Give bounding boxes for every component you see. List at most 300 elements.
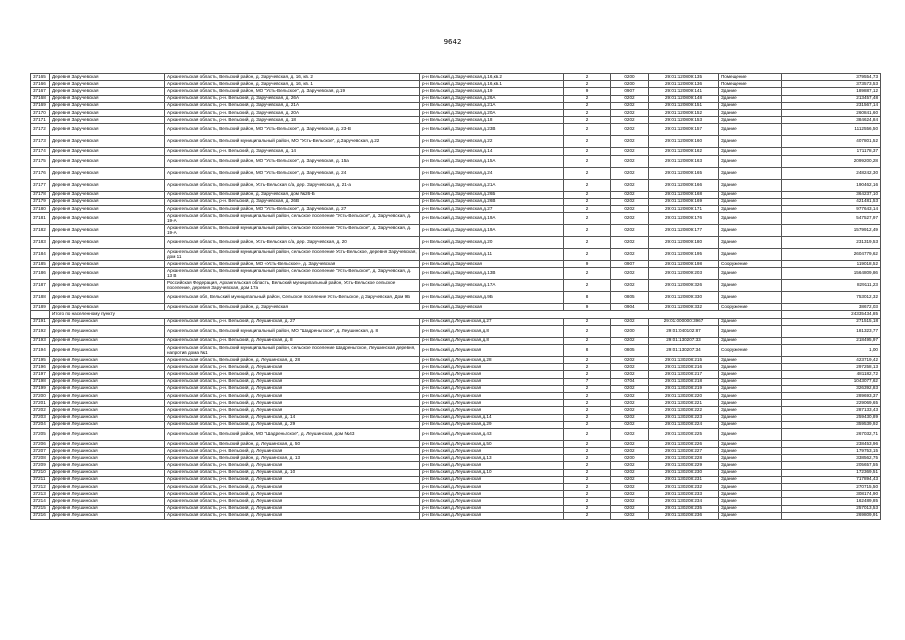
address-cell: Архангельская область, р-н. Вельский, д. Леушинская, д. 29 [165, 421, 420, 428]
code-cell: 0202 [611, 198, 649, 205]
object-type-cell: Здание [719, 237, 782, 249]
code-cell: 0202 [611, 95, 649, 102]
row-id-cell: 37188 [31, 292, 50, 304]
address-cell: Архангельская область, Вельский район, Усть-Вельская с/а, дер. Заручевская, д. 20 [165, 237, 420, 249]
table-row [31, 261, 881, 268]
category-cell: 9 [564, 304, 611, 311]
table-row [31, 117, 881, 124]
cadastral-number-cell: 29:01:120809:168 [649, 191, 719, 198]
cadastral-number-cell: 29:01:130208:218 [649, 378, 719, 385]
cadastral-value-cell: 238453,96 [782, 440, 881, 447]
address-cell: Архангельская область, р-н. Вельский, д. Леушинская [165, 400, 420, 407]
table-row [31, 337, 881, 344]
table-row [31, 345, 881, 357]
row-id-cell: 37177 [31, 179, 50, 191]
row-id-cell: 37171 [31, 117, 50, 124]
cadastral-value-cell: 338562,75 [782, 455, 881, 462]
table-row [31, 167, 881, 179]
short-address-cell: р-н Вельский,д.Леушинская [420, 491, 564, 498]
settlement-cell: Деревня Заручевская [50, 191, 165, 198]
settlement-cell: Деревня Леушинская [50, 318, 165, 325]
short-address-cell: р-н Вельский,д.Заручевская,д.26Б [420, 191, 564, 198]
cadastral-number-cell: 29:01:120809:162 [649, 148, 719, 155]
code-cell: 0202 [611, 400, 649, 407]
cadastral-number-cell: 29:01:130208:236 [649, 512, 719, 519]
category-cell: 8 [564, 292, 611, 304]
address-cell: Архангельская область, р-н. Вельский, д. Леушинская, д. 27 [165, 318, 420, 325]
short-address-cell: р-н Вельский,д.Заручевская,д.11 [420, 249, 564, 261]
object-type-cell: Здание [719, 414, 782, 421]
code-cell: 0202 [611, 191, 649, 198]
short-address-cell: р-н Вельский,д.Леушинская,д.43 [420, 428, 564, 440]
cadastral-value-cell: 547527,97 [782, 213, 881, 225]
row-id-cell: 37193 [31, 337, 50, 344]
cadastral-value-cell: 326392,83 [782, 385, 881, 392]
subtotal-value: 24335434,85 [782, 311, 881, 318]
object-type-cell: Здание [719, 88, 782, 95]
settlement-cell: Деревня Леушинская [50, 428, 165, 440]
row-id-cell: 37194 [31, 345, 50, 357]
table-row [31, 476, 881, 483]
cadastral-number-cell: 29:01:000000:3967 [649, 318, 719, 325]
object-type-cell: Здание [719, 337, 782, 344]
cadastral-number-cell: 29:01:130208:233 [649, 491, 719, 498]
object-type-cell: Здание [719, 318, 782, 325]
object-type-cell: Здание [719, 268, 782, 280]
row-id-cell: 37197 [31, 371, 50, 378]
cadastral-value-cell: 289693,37 [782, 392, 881, 399]
short-address-cell: р-н Вельский,д.Заручевская,д.15А [420, 155, 564, 167]
row-id-cell: 37175 [31, 155, 50, 167]
cadastral-value-cell: 2099200,28 [782, 155, 881, 167]
settlement-cell: Деревня Леушинская [50, 414, 165, 421]
settlement-cell: Деревня Леушинская [50, 378, 165, 385]
object-type-cell: Здание [719, 109, 782, 116]
cadastral-value-cell: 269809,91 [782, 512, 881, 519]
code-cell: 0805 [611, 292, 649, 304]
settlement-cell: Деревня Леушинская [50, 345, 165, 357]
row-id-cell: 37166 [31, 81, 50, 88]
short-address-cell: р-н Вельский,д.Леушинская [420, 364, 564, 371]
row-id-cell: 37213 [31, 491, 50, 498]
address-cell: Архангельская область, р-н. Вельский, д. Леушинская [165, 476, 420, 483]
row-id-cell: 37172 [31, 124, 50, 136]
table-row [31, 155, 881, 167]
category-cell: 2 [564, 74, 611, 81]
address-cell: Архангельская область, р-н. Вельский, д. Леушинская, д. 14 [165, 414, 420, 421]
address-cell: Архангельская область, Вельский муниципальный район, сельское поселение "Усть-Вельское", д. Заручевская, д. 19-А [165, 225, 420, 237]
short-address-cell: р-н Вельский,д.Леушинская [420, 407, 564, 414]
cadastral-value-cell: 2604779,62 [782, 249, 881, 261]
row-id-cell: 37167 [31, 88, 50, 95]
table-row [31, 484, 881, 491]
object-type-cell: Здание [719, 498, 782, 505]
cadastral-number-cell: 29:01:130208:230 [649, 469, 719, 476]
cadastral-number-cell: 29:01:130208:216 [649, 364, 719, 371]
object-type-cell: Здание [719, 407, 782, 414]
short-address-cell: р-н Вельский,д.Леушинская,д.50 [420, 440, 564, 447]
table-row [31, 357, 881, 364]
category-cell: 2 [564, 249, 611, 261]
settlement-cell: Деревня Заручевская [50, 74, 165, 81]
row-id-cell: 37182 [31, 225, 50, 237]
address-cell: Архангельская область, Вельский муниципальный район, сельское поселение Усть-Вельское, деревня Заручевская, дом 11 [165, 249, 420, 261]
category-cell: 2 [564, 357, 611, 364]
settlement-cell: Деревня Леушинская [50, 505, 165, 512]
cadastral-number-cell: 29:01:120809:176 [649, 213, 719, 225]
settlement-cell: Деревня Леушинская [50, 400, 165, 407]
category-cell: 2 [564, 136, 611, 148]
table-row [31, 205, 881, 212]
code-cell: 0904 [611, 304, 649, 311]
table-row [31, 469, 881, 476]
cadastral-value-cell: 267032,71 [782, 428, 881, 440]
address-cell: Архангельская область, р-н. Вельский, д. Леушинская [165, 505, 420, 512]
table-row [31, 385, 881, 392]
category-cell: 2 [564, 95, 611, 102]
category-cell: 2 [564, 440, 611, 447]
row-id-cell: 37216 [31, 512, 50, 519]
cadastral-number-cell: 29:01:120809:141 [649, 88, 719, 95]
short-address-cell: р-н Вельский,д.Леушинская [420, 378, 564, 385]
address-cell: Архангельская область, р-н. Вельский, д. Леушинская [165, 484, 420, 491]
settlement-cell: Деревня Заручевская [50, 148, 165, 155]
cadastral-number-cell: 29:01:130208:224 [649, 421, 719, 428]
category-cell: 2 [564, 512, 611, 519]
row-id-cell: 37198 [31, 378, 50, 385]
code-cell: 0200 [611, 325, 649, 337]
cadastral-value-cell: 753012,32 [782, 292, 881, 304]
code-cell: 0202 [611, 268, 649, 280]
address-cell: Архангельская область, р-н. Вельский, д. Леушинская [165, 462, 420, 469]
category-cell: 2 [564, 179, 611, 191]
short-address-cell: р-н Вельский,д.Леушинская [420, 448, 564, 455]
category-cell: 2 [564, 400, 611, 407]
category-cell: 9 [564, 88, 611, 95]
row-id-cell: 37210 [31, 469, 50, 476]
short-address-cell: р-н Вельский,д.Заручевская,д.20 [420, 237, 564, 249]
address-cell: Архангельская область, р-н. Вельский, д. Заручевская, д. 26В [165, 198, 420, 205]
code-cell: 0202 [611, 117, 649, 124]
cadastral-number-cell: 29:01:130208:229 [649, 462, 719, 469]
table-row [31, 455, 881, 462]
table-row [31, 505, 881, 512]
short-address-cell: р-н Вельский,д.Заручевская,д.21А [420, 179, 564, 191]
cadastral-value-cell: 181323,77 [782, 325, 881, 337]
settlement-cell: Деревня Леушинская [50, 421, 165, 428]
category-cell: 2 [564, 498, 611, 505]
short-address-cell: р-н Вельский,д.Заручевская,д.18 [420, 117, 564, 124]
code-cell: 0202 [611, 237, 649, 249]
settlement-cell: Деревня Заручевская [50, 249, 165, 261]
code-cell: 0200 [611, 74, 649, 81]
category-cell: 2 [564, 337, 611, 344]
code-cell: 0202 [611, 448, 649, 455]
row-id-cell: 37211 [31, 476, 50, 483]
cadastral-number-cell: 29:01:120809:169 [649, 198, 719, 205]
table-row [31, 392, 881, 399]
row-id-cell: 37187 [31, 280, 50, 292]
settlement-cell: Деревня Заручевская [50, 292, 165, 304]
object-type-cell: Помещение [719, 74, 782, 81]
cadastral-value-cell: 270715,50 [782, 484, 881, 491]
address-cell: Архангельская область, р-н. Вельский, д. Леушинская [165, 498, 420, 505]
row-id-cell: 37207 [31, 448, 50, 455]
table-row [31, 179, 881, 191]
address-cell: Архангельская область, р-н. Вельский, д. Заручевская, д. 18 [165, 117, 420, 124]
subtotal-label: Итого по населенному пункту [50, 311, 782, 318]
object-type-cell: Здание [719, 280, 782, 292]
row-id-cell: 37212 [31, 484, 50, 491]
address-cell: Архангельская область, р-н. Вельский, д. Леушинская [165, 512, 420, 519]
address-cell: Архангельская область, Вельский муниципальный район, МО "Усть-Вельское", д.Заручевская, д.22 [165, 136, 420, 148]
code-cell: 0202 [611, 167, 649, 179]
code-cell: 0202 [611, 385, 649, 392]
cadastral-number-cell: 29:01:130208:217 [649, 371, 719, 378]
page-number: 9642 [443, 38, 462, 46]
object-type-cell: Здание [719, 512, 782, 519]
cadastral-value-cell: 384624,84 [782, 117, 881, 124]
settlement-cell: Деревня Заручевская [50, 102, 165, 109]
short-address-cell: р-н Вельский,д.Леушинская [420, 400, 564, 407]
settlement-cell: Деревня Заручевская [50, 117, 165, 124]
address-cell: Архангельская область, Вельский район, МО "Усть-Вельское", д. Заручевская, д. 15а [165, 155, 420, 167]
table-row [31, 414, 881, 421]
object-type-cell: Здание [719, 378, 782, 385]
object-type-cell: Здание [719, 249, 782, 261]
cadastral-number-cell: 29:01:120809:148 [649, 95, 719, 102]
code-cell: 0202 [611, 440, 649, 447]
address-cell: Архангельская область, Вельский муниципальный район, сельское поселение "Усть-Вельское", д. Заручевская, д. 13 В [165, 268, 420, 280]
code-cell: 0202 [611, 155, 649, 167]
object-type-cell: Здание [719, 155, 782, 167]
table-row [31, 292, 881, 304]
cadastral-value-cell: 231567,14 [782, 102, 881, 109]
row-id-cell: 37205 [31, 428, 50, 440]
table-row [31, 88, 881, 95]
code-cell: 0202 [611, 249, 649, 261]
row-id-cell: 37200 [31, 392, 50, 399]
address-cell: Архангельская область, Вельский район, д. Заручевская, д. 16, кв. 1 [165, 81, 420, 88]
short-address-cell: р-н Вельский,д.Леушинская [420, 484, 564, 491]
cadastral-number-cell: 29:01:130208:222 [649, 407, 719, 414]
category-cell: 2 [564, 428, 611, 440]
cadastral-value-cell: 1579912,49 [782, 225, 881, 237]
code-cell: 0202 [611, 179, 649, 191]
object-type-cell: Сооружение [719, 304, 782, 311]
short-address-cell: р-н Вельский,д.Леушинская [420, 392, 564, 399]
settlement-cell: Деревня Леушинская [50, 498, 165, 505]
category-cell: 2 [564, 325, 611, 337]
settlement-cell: Деревня Заручевская [50, 237, 165, 249]
short-address-cell: р-н Вельский,д.Леушинская [420, 512, 564, 519]
cadastral-value-cell: 231319,53 [782, 237, 881, 249]
address-cell: Архангельская область, Вельский район, д. Леушинская, д. 50 [165, 440, 420, 447]
row-id-cell: 37196 [31, 364, 50, 371]
category-cell: 2 [564, 109, 611, 116]
short-address-cell: р-н Вельский,д.Леушинская,д.8 [420, 325, 564, 337]
cadastral-value-cell: 373573,53 [782, 81, 881, 88]
code-cell: 0202 [611, 136, 649, 148]
code-cell: 0202 [611, 469, 649, 476]
address-cell: Архангельская область, р-н. Вельский, д. Леушинская [165, 385, 420, 392]
object-type-cell: Здание [719, 292, 782, 304]
settlement-cell: Деревня Заручевская [50, 81, 165, 88]
settlement-cell: Деревня Леушинская [50, 337, 165, 344]
category-cell: 2 [564, 318, 611, 325]
table-row [31, 462, 881, 469]
address-cell: Российская Федерация, Архангельская область, Вельский муниципальный район, Усть-Вельское сельское поселение, деревня Заручевская, дом 17а [165, 280, 420, 292]
address-cell: Архангельская область, Вельский район, МО "Усть-Вельское", д. Заручевская, д. 27 [165, 205, 420, 212]
settlement-cell: Деревня Леушинская [50, 325, 165, 337]
object-type-cell: Сооружение [719, 345, 782, 357]
short-address-cell: р-н Вельский,д.Леушинская,д.8 [420, 337, 564, 344]
cadastral-number-cell: 29:01:120809:180 [649, 237, 719, 249]
code-cell: 0200 [611, 455, 649, 462]
short-address-cell: р-н Вельский,д.Заручевская,д.16,кв.1 [420, 81, 564, 88]
table-row [31, 198, 881, 205]
cadastral-number-cell: 29:01:120809:151 [649, 102, 719, 109]
settlement-cell: Деревня Заручевская [50, 198, 165, 205]
object-type-cell: Здание [719, 124, 782, 136]
short-address-cell: р-н Вельский,д.Заручевская,д.17А [420, 280, 564, 292]
object-type-cell: Здание [719, 364, 782, 371]
table-row [31, 407, 881, 414]
object-type-cell: Здание [719, 179, 782, 191]
cadastral-number-cell: 29:01:130207:34 [649, 345, 719, 357]
settlement-cell: Деревня Заручевская [50, 136, 165, 148]
cadastral-value-cell: 407801,52 [782, 136, 881, 148]
short-address-cell: р-н Вельский,д.Заручевская,д.9Б [420, 292, 564, 304]
code-cell: 0202 [611, 337, 649, 344]
row-id-cell: 37174 [31, 148, 50, 155]
short-address-cell: р-н Вельский,д.Леушинская,д.13 [420, 455, 564, 462]
cadastral-number-cell: 29:01:130208:215 [649, 357, 719, 364]
cadastral-value-cell: 179753,15 [782, 448, 881, 455]
settlement-cell: Деревня Леушинская [50, 440, 165, 447]
settlement-cell: Деревня Заручевская [50, 261, 165, 268]
table-row [31, 124, 881, 136]
table-row [31, 148, 881, 155]
code-cell: 0202 [611, 213, 649, 225]
table-row [31, 213, 881, 225]
cadastral-value-cell: 308174,90 [782, 491, 881, 498]
address-cell: Архангельская область, р-н. Вельский, д. Леушинская [165, 371, 420, 378]
code-cell: 0202 [611, 512, 649, 519]
short-address-cell: р-н Вельский,д.Заручевская,д.19 [420, 88, 564, 95]
cadastral-value-cell: 271515,18 [782, 318, 881, 325]
settlement-cell: Деревня Леушинская [50, 364, 165, 371]
address-cell: Архангельская область, р-н. Вельский, д. Заручевская, д. 26А [165, 95, 420, 102]
object-type-cell: Здание [719, 421, 782, 428]
code-cell: 0202 [611, 364, 649, 371]
row-id-cell: 37199 [31, 385, 50, 392]
row-id-cell: 37170 [31, 109, 50, 116]
settlement-cell: Деревня Заручевская [50, 304, 165, 311]
short-address-cell: р-н Вельский,д.Заручевская [420, 304, 564, 311]
category-cell: 2 [564, 484, 611, 491]
object-type-cell: Здание [719, 392, 782, 399]
address-cell: Архангельская область, Вельский район, д. Заручевская, д. 16, кв. 2 [165, 74, 420, 81]
table-body [31, 74, 881, 520]
code-cell: 0202 [611, 205, 649, 212]
row-id-cell: 37214 [31, 498, 50, 505]
short-address-cell: р-н Вельский,д.Леушинская,д.29 [420, 421, 564, 428]
code-cell: 0202 [611, 102, 649, 109]
category-cell: 2 [564, 364, 611, 371]
address-cell: Архангельская область, р-н. Вельский, д. Заручевская, д. 21А [165, 102, 420, 109]
row-id-cell: 37201 [31, 400, 50, 407]
settlement-cell: Деревня Заручевская [50, 95, 165, 102]
table-row [31, 249, 881, 261]
short-address-cell: р-н Вельский,д.Заручевская,д.24 [420, 167, 564, 179]
cadastral-value-cell: 162489,85 [782, 498, 881, 505]
table-row [31, 191, 881, 198]
cadastral-value-cell: 119018,52 [782, 261, 881, 268]
short-address-cell: р-н Вельский,д.Заручевская,д.19А [420, 225, 564, 237]
cadastral-number-cell: 29:01:130208:221 [649, 400, 719, 407]
code-cell: 0907 [611, 261, 649, 268]
settlement-cell: Деревня Заручевская [50, 213, 165, 225]
address-cell: Архангельская область, Вельский район, МО "Усть-Вельское", д. Заручевская, д. 24 [165, 167, 420, 179]
code-cell: 0202 [611, 462, 649, 469]
category-cell: 7 [564, 378, 611, 385]
cadastral-number-cell: 29:01:130208:234 [649, 498, 719, 505]
row-id-cell: 37185 [31, 261, 50, 268]
object-type-cell: Здание [719, 428, 782, 440]
cadastral-number-cell: 29:01:120809:326 [649, 280, 719, 292]
address-cell: Архангельская область, Вельский район, д. Леушинская, д. 13 [165, 455, 420, 462]
cadastral-number-cell: 29:01:130208:220 [649, 392, 719, 399]
cadastral-number-cell: 29:01:130207:33 [649, 337, 719, 344]
code-cell: 0202 [611, 357, 649, 364]
category-cell: 2 [564, 124, 611, 136]
cadastral-number-cell: 29:01:120809:152 [649, 109, 719, 116]
code-cell: 0202 [611, 505, 649, 512]
short-address-cell: р-н Вельский,д.Заручевская,д.21А [420, 102, 564, 109]
row-id-cell: 37215 [31, 505, 50, 512]
short-address-cell: р-н Вельский,д.Леушинская,д.10 [420, 469, 564, 476]
row-id-cell: 37203 [31, 414, 50, 421]
cadastral-number-cell: 29:01:130208:235 [649, 505, 719, 512]
code-cell: 0200 [611, 81, 649, 88]
code-cell: 0202 [611, 414, 649, 421]
cadastral-number-cell: 29:01:130208:226 [649, 440, 719, 447]
category-cell: 2 [564, 268, 611, 280]
table-row [31, 325, 881, 337]
category-cell: 2 [564, 491, 611, 498]
table-row [31, 304, 881, 311]
address-cell: Архангельская область, Вельский муниципальный район, сельское поселение Шадреньгское, Леушинская деревня, напротив дома №1 [165, 345, 420, 357]
cadastral-value-cell: 297258,13 [782, 364, 881, 371]
cadastral-number-cell: 29:01:120809:177 [649, 225, 719, 237]
table-row [31, 371, 881, 378]
object-type-cell: Здание [719, 213, 782, 225]
row-id-cell: 37178 [31, 191, 50, 198]
category-cell: 2 [564, 81, 611, 88]
object-type-cell: Здание [719, 136, 782, 148]
cadastral-value-cell: 359539,92 [782, 421, 881, 428]
settlement-cell: Деревня Заручевская [50, 88, 165, 95]
table-row [31, 428, 881, 440]
cadastral-number-cell: 29:01:130208:232 [649, 484, 719, 491]
short-address-cell: р-н Вельский,д.Заручевская,д.20А [420, 109, 564, 116]
cadastral-value-cell: 229069,65 [782, 400, 881, 407]
settlement-cell: Деревня Леушинская [50, 469, 165, 476]
object-type-cell: Здание [719, 448, 782, 455]
row-id-cell: 37180 [31, 205, 50, 212]
object-type-cell: Здание [719, 491, 782, 498]
